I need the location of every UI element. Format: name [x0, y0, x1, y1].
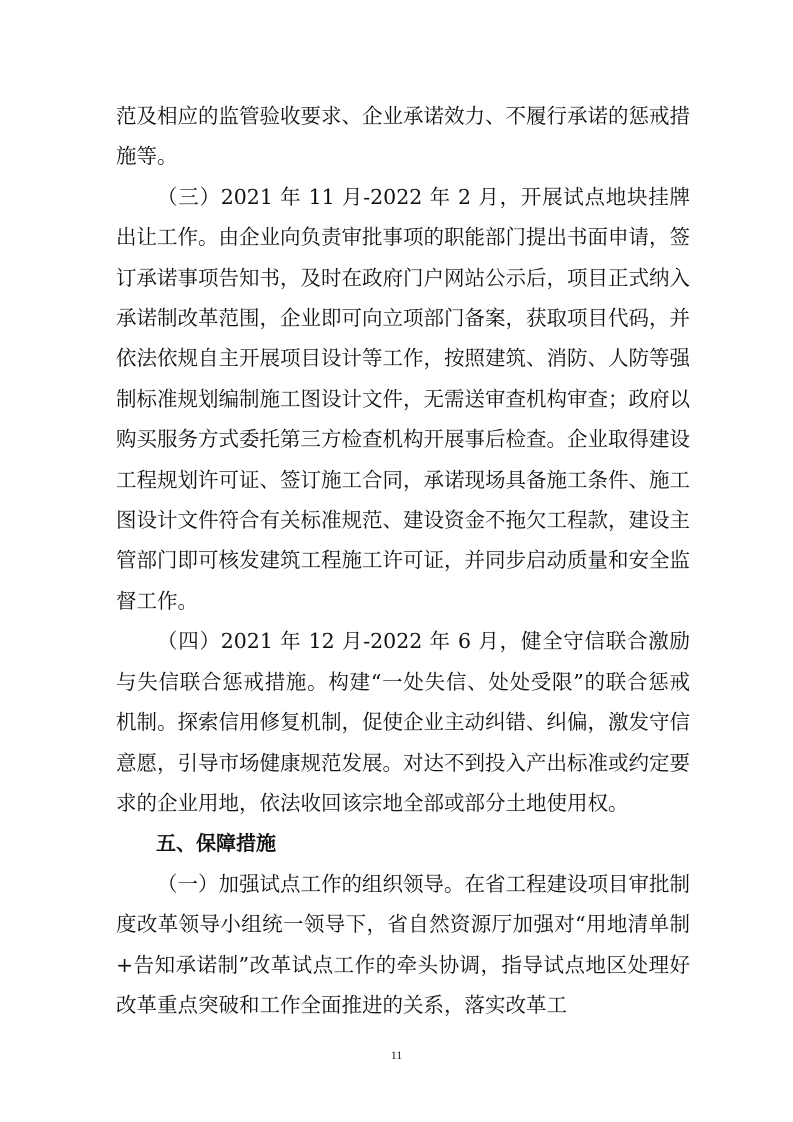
paragraph-section-4: （四）2021 年 12 月-2022 年 6 月，健全守信联合激励与失信联合惩戒措施。构建“一处失信、处处受限”的联合惩戒机制。探索信用修复机制，促使企业主动纠错、纠偏，激发守信意愿，引导市场健康规范发展。对达不到投入产出标准或约定要求的企业用地，依法收回该宗地全部或部分土地使用权。 — [116, 629, 690, 815]
page-number: 11 — [390, 1048, 403, 1062]
section-heading-safeguards: 五、保障措施 — [156, 831, 276, 856]
document-body — [116, 96, 690, 1025]
paragraph-section-3: （三）2021 年 11 月-2022 年 2 月，开展试点地块挂牌出让工作。由企业向负责审批事项的职能部门提出书面申请，签订承诺事项告知书，及时在政府门户网站公示后，项目正式纳入承诺制改革范围，企业即可向立项部门备案，获取项目代码，并依法依规自主开展项目设计等工作，按照建筑、消防、人防等强制标准规划编制施工图设计文件，无需送审查机构审查；政府以购买服务方式委托第三方检查机构开展事后检查。企业取得建设工程规划许可证、签订施工合同，承诺现场具备施工条件、施工图设计文件符合有关标准规范、建设资金不拖欠工程款，建设主管部门即可核发建筑工程施工许可证，并同步启动质量和安全监督工作。 — [116, 184, 690, 613]
paragraph-safeguard-1: （一）加强试点工作的组织领导。在省工程建设项目审批制度改革领导小组统一领导下，省自然资源厅加强对“用地清单制+告知承诺制”改革试点工作的牵头协调，指导试点地区处理好改革重点突破和工作全面推进的关系，落实改革工 — [116, 871, 690, 1017]
paragraph-continuation: 范及相应的监管验收要求、企业承诺效力、不履行承诺的惩戒措施等。 — [116, 104, 690, 169]
